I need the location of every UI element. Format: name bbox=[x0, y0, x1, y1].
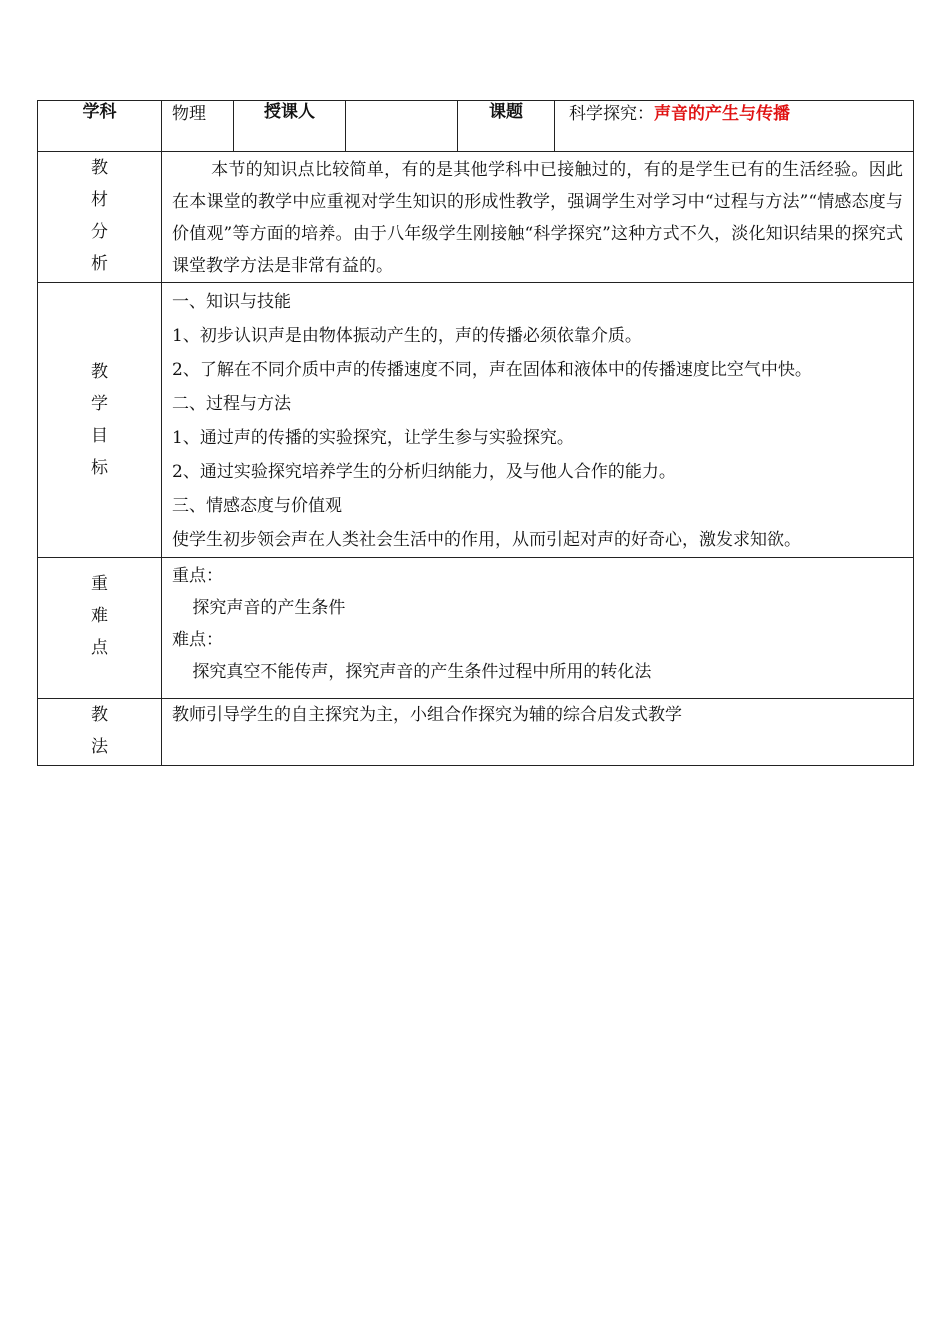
method-row bbox=[38, 699, 914, 766]
topic-highlight: 声音的产生与传播 bbox=[654, 104, 790, 124]
label-char: 法 bbox=[91, 737, 108, 757]
label-char: 学 bbox=[91, 394, 108, 414]
label-char: 标 bbox=[91, 458, 108, 478]
subject-label: 学科 bbox=[38, 101, 162, 152]
label-char: 目 bbox=[91, 426, 108, 446]
analysis-label bbox=[38, 152, 162, 283]
label-char: 重 bbox=[91, 574, 108, 594]
goals-line: 2、了解在不同介质中声的传播速度不同，声在固体和液体中的传播速度比空气中快。 bbox=[172, 360, 812, 380]
method-content bbox=[162, 699, 914, 766]
header-row bbox=[38, 101, 914, 152]
key-text: 探究声音的产生条件 bbox=[192, 598, 346, 618]
goals-line: 一、知识与技能 bbox=[172, 292, 291, 312]
topic-label: 课题 bbox=[458, 101, 555, 152]
label-char: 材 bbox=[91, 190, 108, 210]
teacher-label: 授课人 bbox=[234, 101, 346, 152]
goals-label bbox=[38, 283, 162, 558]
difficulty-text: 探究真空不能传声，探究声音的产生条件过程中所用的转化法 bbox=[192, 662, 652, 682]
goals-row bbox=[38, 283, 914, 558]
key-label: 重点： bbox=[172, 566, 223, 586]
label-char: 教 bbox=[91, 362, 108, 382]
difficulty-label: 难点： bbox=[172, 630, 223, 650]
method-text: 教师引导学生的自主探究为主，小组合作探究为辅的综合启发式教学 bbox=[172, 705, 682, 725]
goals-line: 三、情感态度与价值观 bbox=[172, 496, 342, 516]
goals-line: 使学生初步领会声在人类社会生活中的作用，从而引起对声的好奇心，激发求知欲。 bbox=[172, 530, 801, 550]
analysis-text: 本节的知识点比较简单，有的是其他学科中已接触过的，有的是学生已有的生活经验。因此在本课堂的教学中应重视对学生知识的形成性教学，强调学生对学习中“过程与方法”“情感态度与价值观”等方面的培养。由于八年级学生刚接触“科学探究”这种方式不久，淡化知识结果的探究式课堂教学方法是非常有益的。 bbox=[172, 160, 903, 276]
label-char: 点 bbox=[91, 638, 108, 658]
key-points-row bbox=[38, 558, 914, 699]
lesson-plan-table bbox=[37, 100, 914, 766]
subject-value: 物理 bbox=[162, 101, 234, 152]
label-char: 分 bbox=[91, 222, 108, 242]
key-points-label bbox=[38, 558, 162, 699]
label-char: 难 bbox=[91, 606, 108, 626]
label-char: 析 bbox=[91, 254, 108, 274]
goals-content bbox=[162, 283, 914, 558]
goals-line: 1、通过声的传播的实验探究，让学生参与实验探究。 bbox=[172, 428, 574, 448]
key-points-content bbox=[162, 558, 914, 699]
topic-value bbox=[555, 101, 914, 152]
goals-line: 二、过程与方法 bbox=[172, 394, 291, 414]
analysis-content bbox=[162, 152, 914, 283]
goals-line: 1、初步认识声是由物体振动产生的，声的传播必须依靠介质。 bbox=[172, 326, 642, 346]
method-label bbox=[38, 699, 162, 766]
topic-prefix: 科学探究： bbox=[569, 104, 654, 124]
label-char: 教 bbox=[91, 158, 108, 178]
analysis-row bbox=[38, 152, 914, 283]
goals-line: 2、通过实验探究培养学生的分析归纳能力，及与他人合作的能力。 bbox=[172, 462, 676, 482]
label-char: 教 bbox=[91, 705, 108, 725]
teacher-value bbox=[346, 101, 458, 152]
